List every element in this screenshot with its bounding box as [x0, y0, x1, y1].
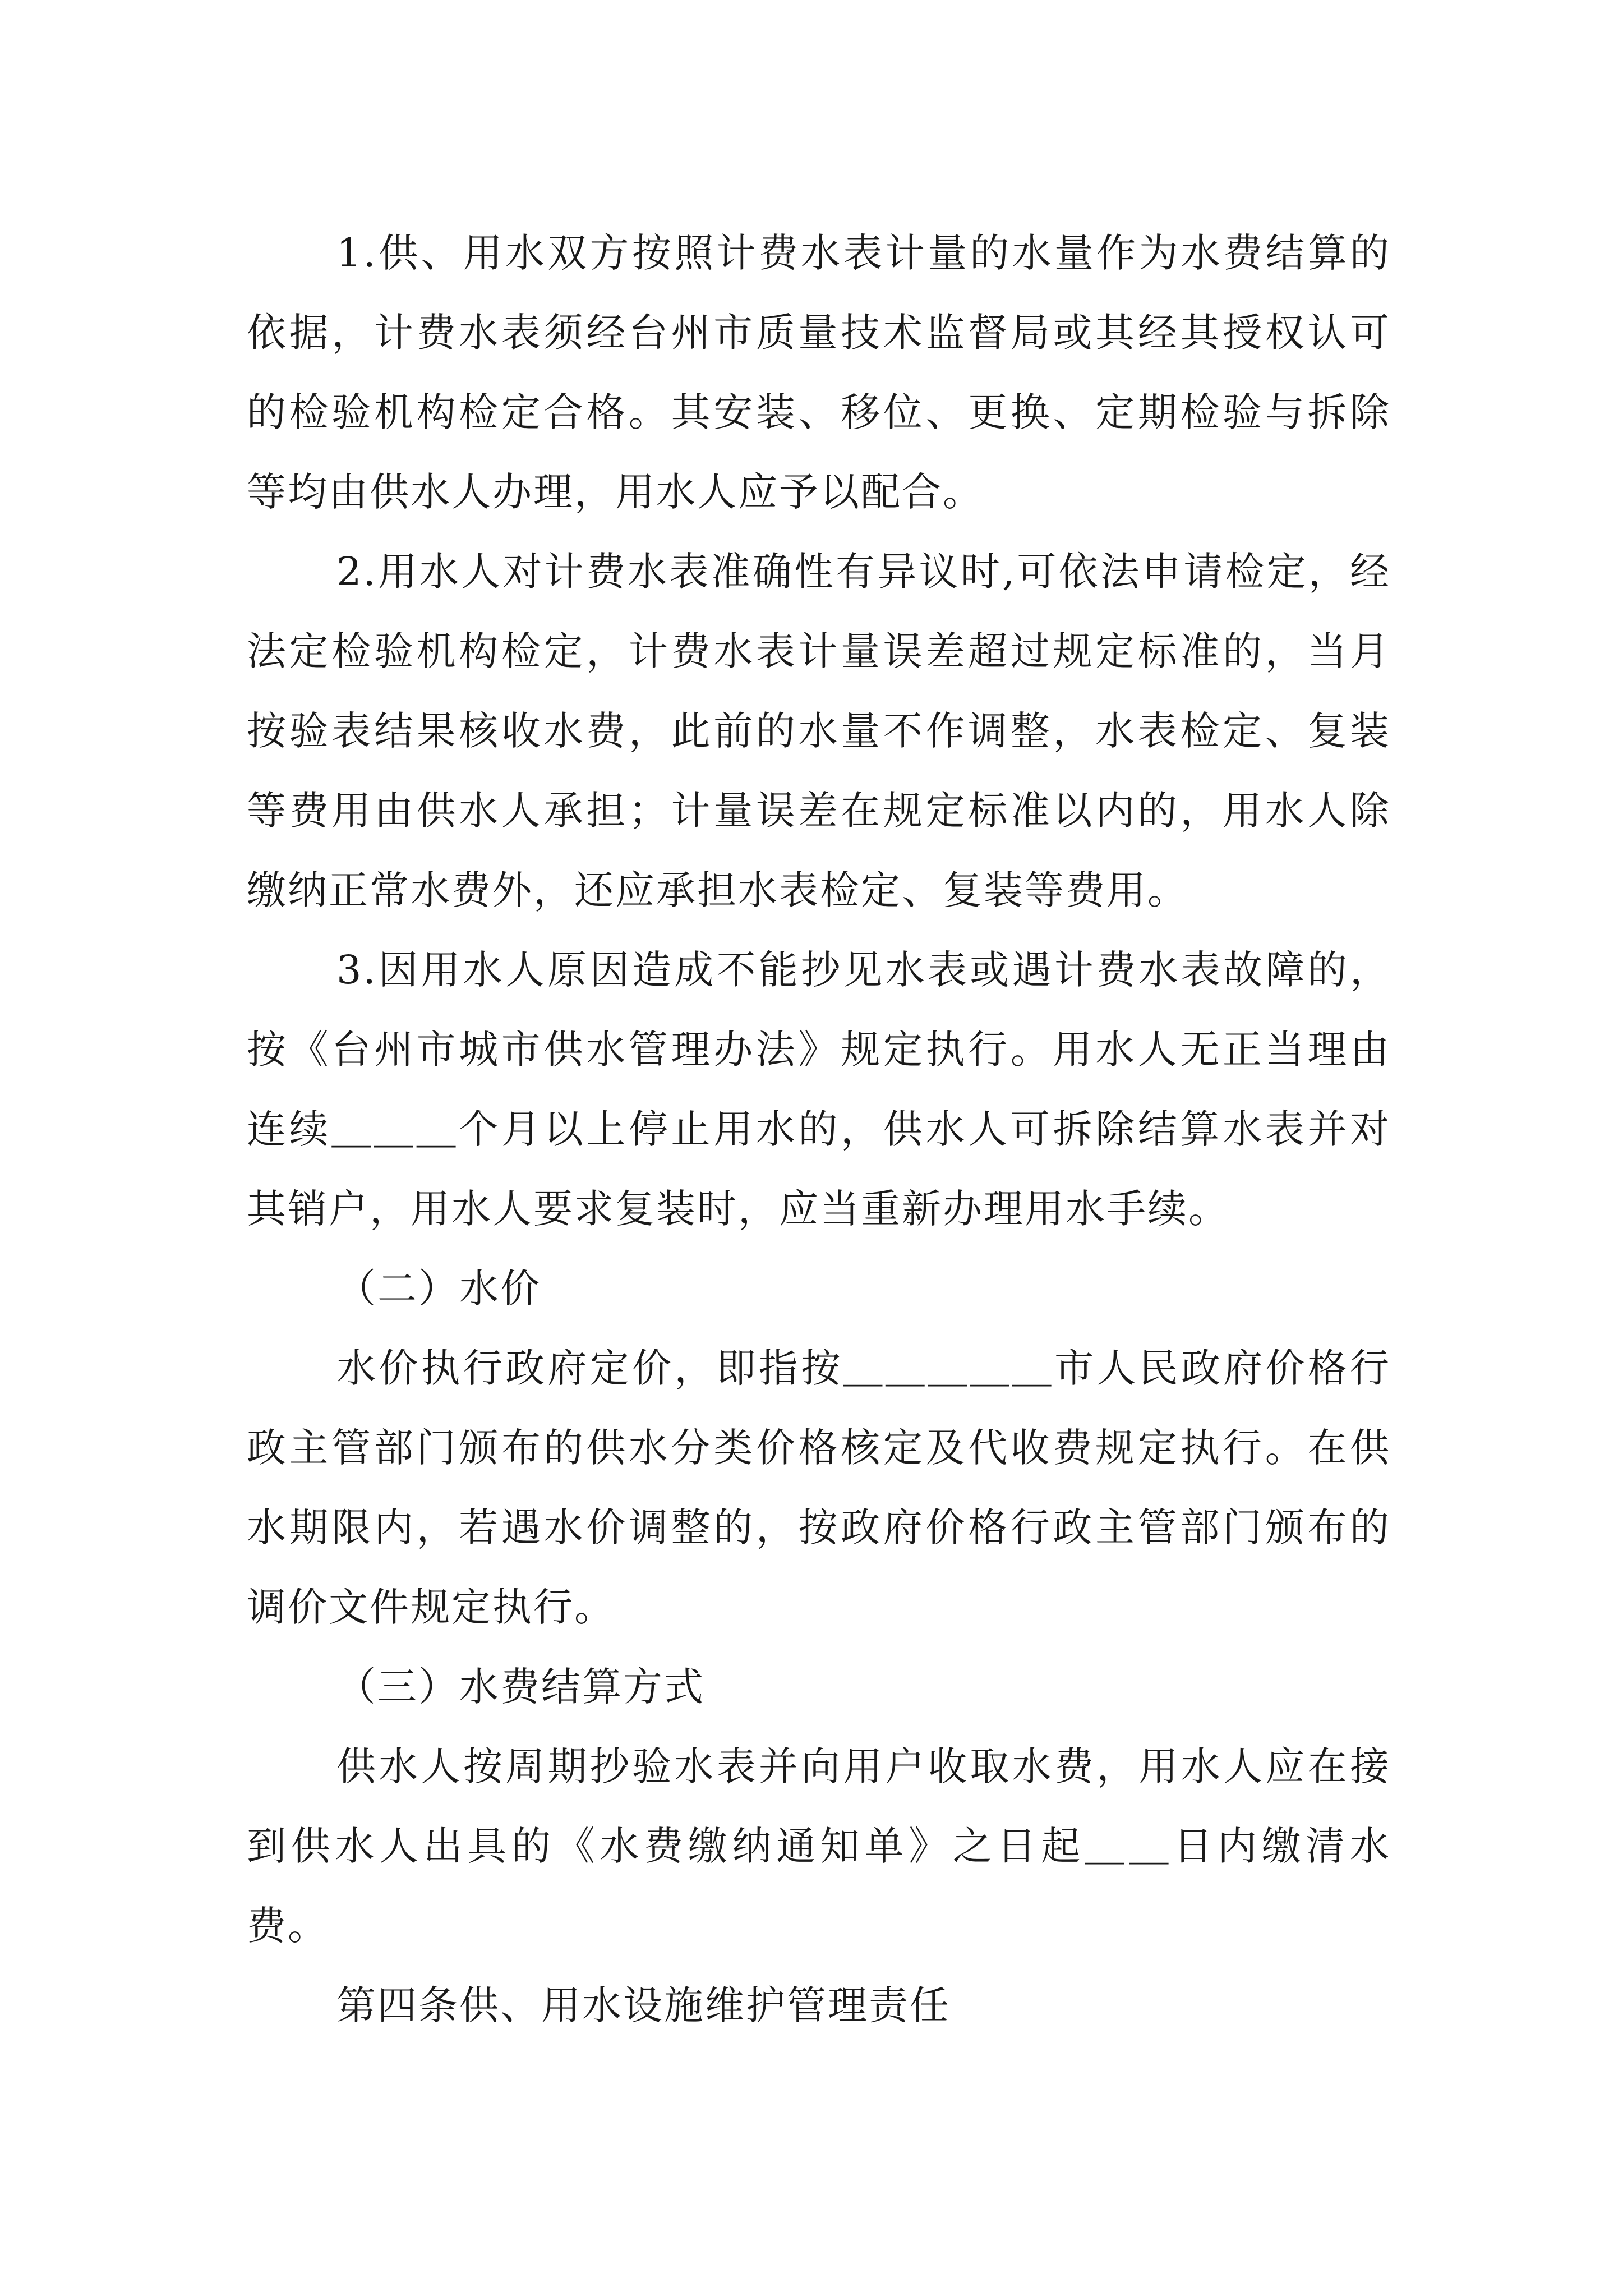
water-price-paragraph: 水价执行政府定价，即指按＿＿＿＿＿市人民政府价格行政主管部门颁布的供水分类价格核定及代收费规定执行。在供水期限内，若遇水价调整的，按政府价格行政主管部门颁布的调价文件规定执行。: [247, 1345, 1391, 1630]
clause-2-meter-dispute: 2.用水人对计费水表准确性有异议时,可依法申请检定，经法定检验机构检定，计费水表计量误差超过规定标准的，当月按验表结果核收水费，此前的水量不作调整，水表检定、复装等费用由供水人承担；计量误差在规定标准以内的，用水人除缴纳正常水费外，还应承担水表检定、复装等费用。: [247, 549, 1391, 913]
section-2-heading: （二）水价: [336, 1266, 541, 1312]
clause-3-meter-fault: 3.因用水人原因造成不能抄见水表或遇计费水表故障的，按《台州市城市供水管理办法》规定执行。用水人无正当理由连续＿＿＿个月以上停止用水的，供水人可拆除结算水表并对其销户，用水人要求复装时，应当重新办理用水手续。: [247, 947, 1391, 1232]
document-body: [247, 213, 1391, 2045]
article-4-heading: 第四条供、用水设施维护管理责任: [336, 1982, 951, 2028]
section-3-heading: （三）水费结算方式: [336, 1664, 705, 1710]
settlement-paragraph: 供水人按周期抄验水表并向用户收取水费，用水人应在接到供水人出具的《水费缴纳通知单》之日起＿＿日内缴清水费。: [247, 1743, 1391, 1949]
clause-1-meter-measurement: 1.供、用水双方按照计费水表计量的水量作为水费结算的依据，计费水表须经台州市质量技术监督局或其经其授权认可的检验机构检定合格。其安装、移位、更换、定期检验与拆除等均由供水人办理，用水人应予以配合。: [247, 230, 1391, 515]
